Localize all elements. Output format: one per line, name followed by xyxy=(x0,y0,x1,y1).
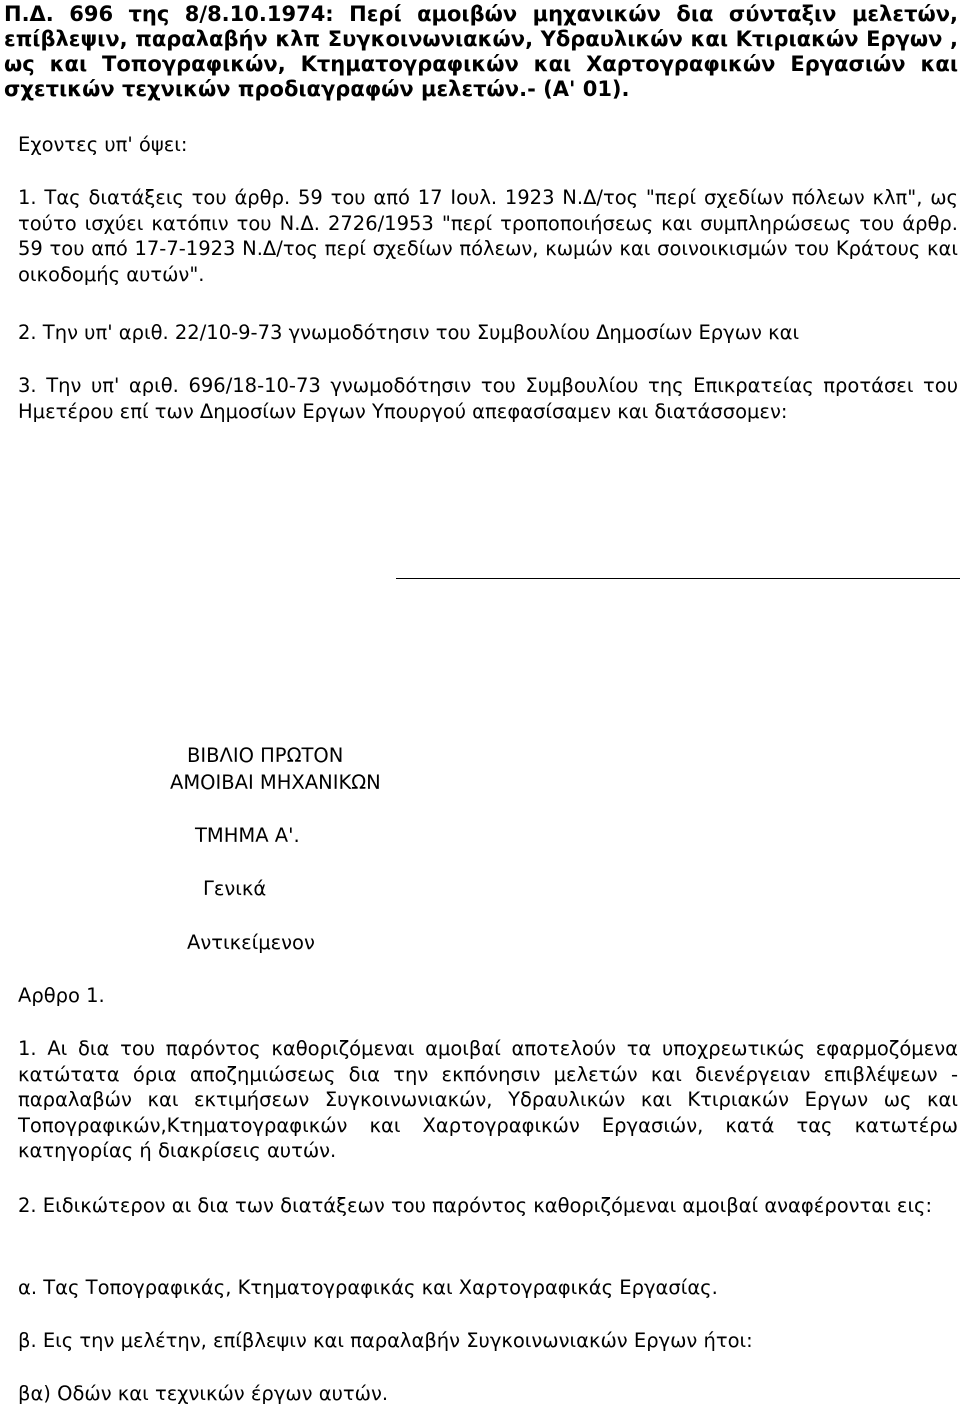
separator-line xyxy=(396,578,960,579)
preamble-item-3: 3. Την υπ' αριθ. 696/18-10-73 γνωμοδότησιν του Συμβουλίου της Επικρατείας προτάσει του Ημετέρου επί των Δημοσίων Εργων Υπουργού απεφασίσαμεν και διατάσσομεν: xyxy=(18,374,958,423)
list-item-ba: βα) Οδών και τεχνικών έργων αυτών. xyxy=(18,1382,389,1405)
book-subtitle: ΑΜΟΙΒΑΙ ΜΗΧΑΝΙΚΩΝ xyxy=(170,771,381,794)
preamble-intro: Εχοντες υπ' όψει: xyxy=(18,133,188,156)
list-item-b: β. Εις την μελέτην, επίβλεψιν και παραλαβήν Συγκοινωνιακών Εργων ήτοι: xyxy=(18,1329,753,1352)
preamble-item-2: 2. Την υπ' αριθ. 22/10-9-73 γνωμοδότησιν του Συμβουλίου Δημοσίων Εργων και xyxy=(18,321,800,344)
document-title: Π.Δ. 696 της 8/8.10.1974: Περί αμοιβών μηχανικών δια σύνταξιν μελετών, επίβλεψιν, παραλαβήν κλπ Συγκοινωνιακών, Υδραυλικών και Κτιριακών Εργων , ως και Τοπογραφικών, Κτηματογραφικών και Χαρτογραφικών Εργασιών και σχετικών τεχνικών προδιαγραφών μελετών.- (Α' 01). xyxy=(4,2,958,101)
book-title: ΒΙΒΛΙΟ ΠΡΩΤΟΝ xyxy=(187,744,344,767)
chapter-heading: Γενικά xyxy=(203,877,267,900)
list-item-a: α. Τας Τοπογραφικάς, Κτηματογραφικάς και Χαρτογραφικάς Εργασίας. xyxy=(18,1276,718,1299)
article-heading: Αρθρο 1. xyxy=(18,984,105,1007)
article-1-paragraph-1: 1. Αι δια του παρόντος καθοριζόμεναι αμοιβαί αποτελούν τα υποχρεωτικώς εφαρμοζόμενα κατώτατα όρια αποζημιώσεως δια την εκπόνησιν μελετών και διενέργειαν επιβλέψεων - παραλαβών και εκτιμήσεων Συγκοινωνιακών, Υδραυλικών και Κτιριακών Εργων ως και Τοπογραφικών,Κτηματογραφικών και Χαρτογραφικών Εργασιών, κατά τας κατωτέρω κατηγορίας ή διακρίσεις αυτών. xyxy=(18,1037,958,1162)
section-heading: ΤΜΗΜΑ Α'. xyxy=(195,824,300,847)
subject-heading: Αντικείμενον xyxy=(187,931,315,954)
article-1-paragraph-2: 2. Ειδικώτερον αι δια των διατάξεων του παρόντος καθοριζόμεναι αμοιβαί αναφέρονται εις: xyxy=(18,1194,933,1217)
preamble-item-1: 1. Τας διατάξεις του άρθρ. 59 του από 17 Ιουλ. 1923 Ν.Δ/τος "περί σχεδίων πόλεων κλπ", ως τούτο ισχύει κατόπιν του Ν.Δ. 2726/1953 "περί τροποποιήσεως και συμπληρώσεως του άρθρ. 59 του από 17-7-1923 Ν.Δ/τος περί σχεδίων πόλεων, κωμών και σοινοικισμών του Κράτους και οικοδομής αυτών". xyxy=(18,186,958,286)
